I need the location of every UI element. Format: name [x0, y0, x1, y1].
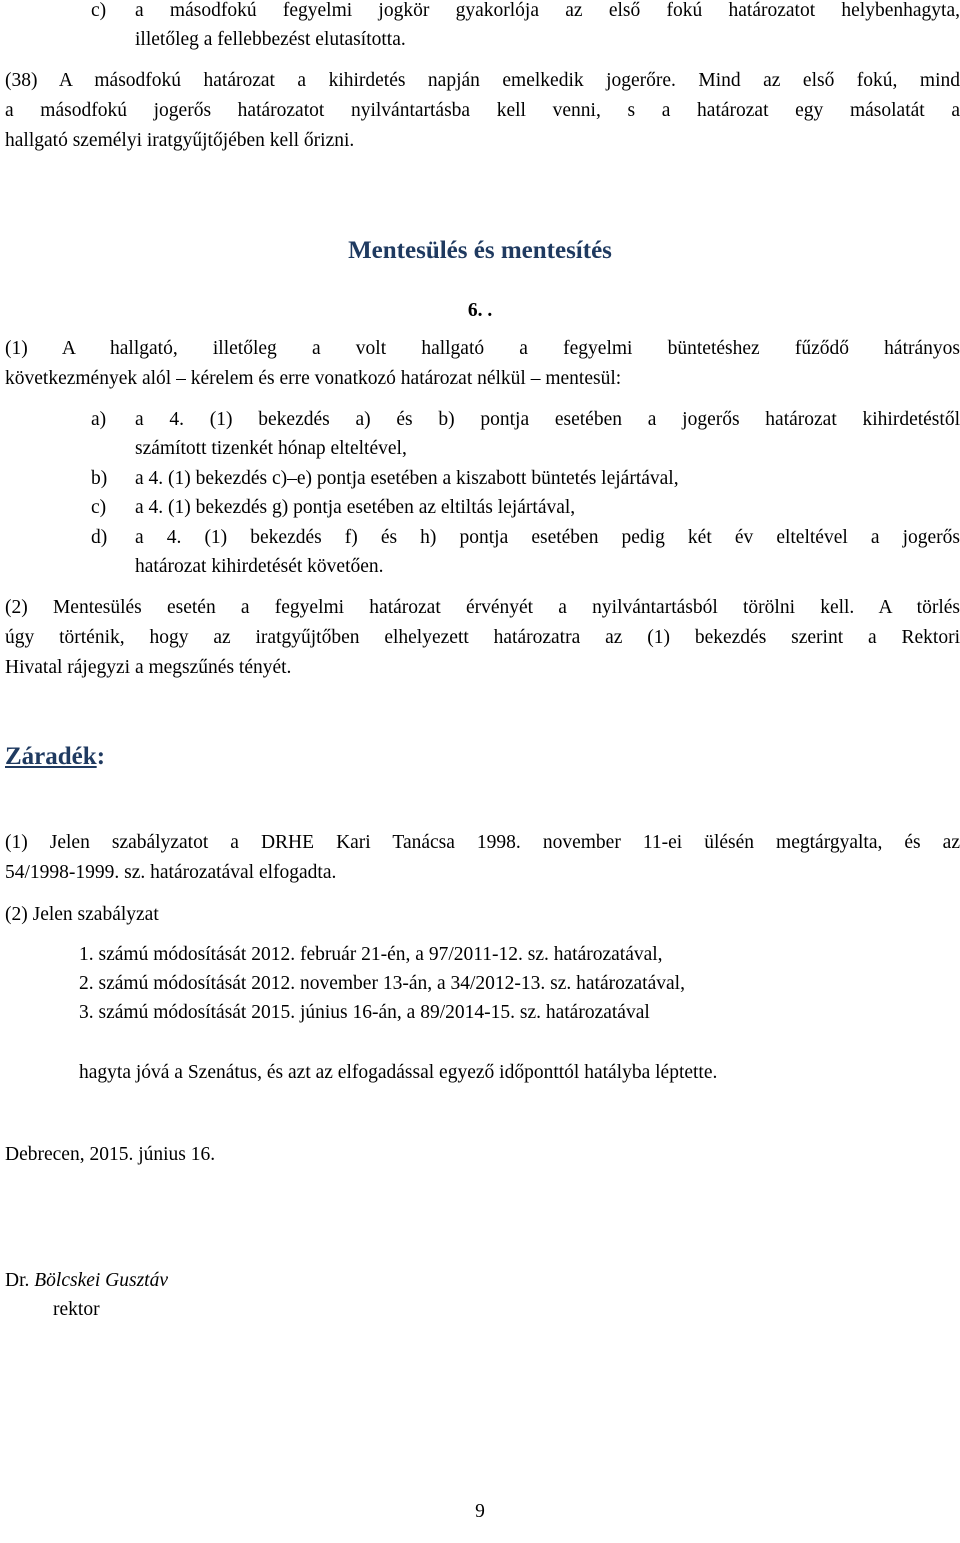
signature-title: rektor: [53, 1299, 100, 1320]
section-paragraph-2-line: Hivatal rájegyzi a megszűnés tényét.: [5, 657, 292, 678]
clause-title: [5, 742, 105, 772]
list-item-text: a másodfokú fegyelmi jogkör gyakorlója az első fokú határozatot helybenhagyta,: [135, 0, 960, 21]
section-paragraph-1-line: következmények alól – kérelem és erre vonatkozó határozat nélkül – mentesül:: [5, 368, 622, 389]
section-title: Mentesülés és mentesítés: [348, 237, 612, 264]
section-paragraph-2-line: úgy történik, hogy az iratgyűjtőben elhelyezett határozatra az (1) bekezdés szerint a Rektori: [5, 627, 960, 648]
paragraph-38-line: (38) A másodfokú határozat a kihirdetés napján emelkedik jogerőre. Mind az első fokú, mind: [5, 70, 960, 91]
list-item-text: határozat kihirdetését követően.: [135, 556, 384, 577]
section-paragraph-1-line: (1) A hallgató, illetőleg a volt hallgató a fegyelmi büntetéshez fűződő hátrányos: [5, 338, 960, 359]
list-item-label: c): [91, 0, 107, 21]
clause-paragraph-1-line: (1) Jelen szabályzatot a DRHE Kari Tanácsa 1998. november 11-ei ülésén megtárgyalta, és az: [5, 832, 960, 853]
list-item-label: d): [91, 527, 108, 548]
paragraph-38-line: a másodfokú jogerős határozatot nyilvántartásba kell venni, s a határozat egy másolatát a: [5, 100, 960, 121]
list-item-text: a 4. (1) bekezdés g) pontja esetében az eltiltás lejártával,: [135, 497, 576, 518]
clause-title-colon: :: [96, 743, 106, 770]
list-item-label: a): [91, 409, 107, 430]
clause-title-text: Záradék: [5, 743, 97, 770]
list-item-label: c): [91, 497, 107, 518]
signature-name: [5, 1266, 168, 1296]
list-item-text: számított tizenkét hónap elteltével,: [135, 438, 407, 459]
list-item-text: a 4. (1) bekezdés f) és h) pontja esetében pedig két év elteltével a jogerős: [135, 527, 960, 548]
list-item-text: illetőleg a fellebbezést elutasította.: [135, 29, 406, 50]
amendment-item: 3. számú módosítását 2015. június 16-án, a 89/2014-15. sz. határozatával: [79, 1002, 650, 1023]
list-item-label: b): [91, 468, 108, 489]
list-item-text: a 4. (1) bekezdés a) és b) pontja esetében a jogerős határozat kihirdetéstől: [135, 409, 960, 430]
paragraph-number: 6. .: [467, 300, 493, 321]
amendment-item: 1. számú módosítását 2012. február 21-én, a 97/2011-12. sz. határozatával,: [79, 944, 663, 965]
section-paragraph-2-line: (2) Mentesülés esetén a fegyelmi határozat érvényét a nyilvántartásból törölni kell. A törlés: [5, 597, 960, 618]
paragraph-38-line: hallgató személyi iratgyűjtőjében kell őrizni.: [5, 130, 355, 151]
amendment-item: 2. számú módosítását 2012. november 13-án, a 34/2012-13. sz. határozatával,: [79, 973, 685, 994]
signature-name-text: Bölcskei Gusztáv: [34, 1270, 169, 1291]
approval-text: hagyta jóvá a Szenátus, és azt az elfogadással egyező időponttól hatályba léptette.: [79, 1062, 718, 1083]
clause-paragraph-1-line: 54/1998-1999. sz. határozatával elfogadta.: [5, 862, 337, 883]
page-number: 9: [475, 1501, 485, 1522]
clause-paragraph-2: (2) Jelen szabályzat: [5, 904, 159, 925]
list-item-text: a 4. (1) bekezdés c)–e) pontja esetében a kiszabott büntetés lejártával,: [135, 468, 679, 489]
place-date: Debrecen, 2015. június 16.: [5, 1144, 216, 1165]
signature-prefix: Dr.: [5, 1270, 35, 1291]
